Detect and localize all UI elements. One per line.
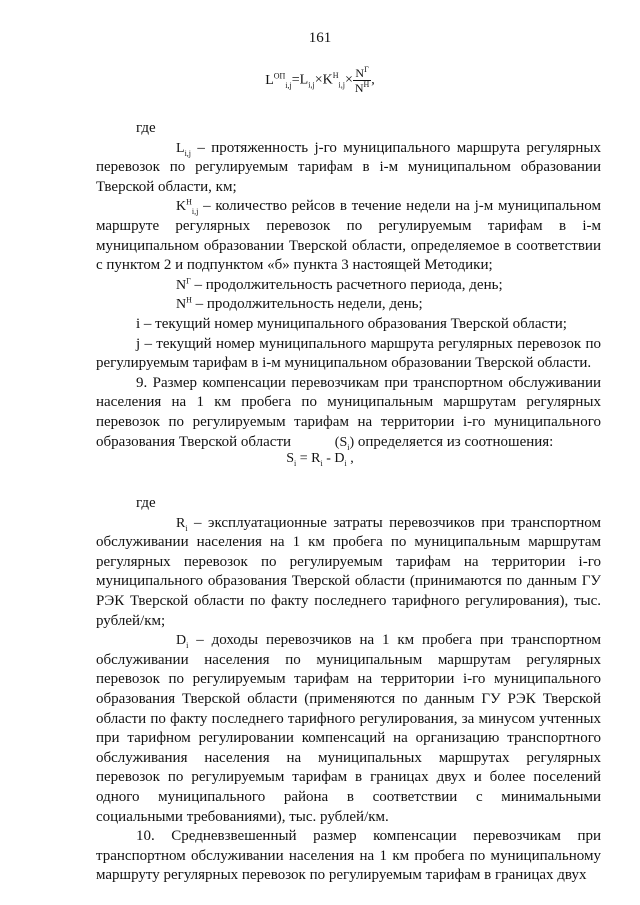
where-label: где — [136, 120, 156, 136]
definition-K: $K^Н_{i,j}$ – количество рейсов в течение недели на j-м муниципальном маршруте регулярных перевозок по регулируемым тарифам в i-м муниципальном образовании Тверской области, определяемое в соответствии с пунктом 2 и подпунктом «б» пункта 3 настоящей Методики; — [96, 197, 601, 274]
definition-NN: $N^Н$ – продолжительность недели, день; — [176, 295, 423, 313]
formula-si: $S_i = R_i - D_i$ , — [286, 451, 354, 468]
item-9: 9. Размер компенсации перевозчикам при транспортном обслуживании населения на 1 км пробега по муниципальным маршрутам регулярных перевозок по регулируемым тарифам на территории i-го муниципального образования Тверской области $(S_i)$ определяется из соотношения: — [96, 374, 601, 452]
definition-L: $L_{i,j}$ – протяженность j-го муниципального маршрута регулярных перевозок по регулируемым тарифам в i-м муниципальном образовании Тверской области, км; — [96, 139, 601, 195]
document-body — [96, 119, 601, 886]
page-number: 161 — [308, 30, 332, 46]
where-label-2: где — [136, 495, 156, 512]
definition-D: $D_i$ – доходы перевозчиков на 1 км пробега при транспортном обслуживании населения по муниципальным маршрутам регулярных перевозок по регулируемым тарифам на территории i-го муниципального образования Тверской области (применяются по данным ГУ РЭК Тверской области по факту последнего тарифного регулирования, за минусом учтенных при тарифном регулировании компенсаций на организацию транспортного обслуживания населения на муниципальных маршрутах регулярных перевозок по регулируемым тарифам в границах двух и более поселений одного муниципального района в соответствии с минимальными социальными требованиями), тыс. рублей/км. — [96, 632, 601, 825]
item-10: 10. Средневзвешенный размер компенсации перевозчикам при транспортном обслуживании населения на 1 км пробега по муниципальному маршруту регулярных перевозок по регулируемым тарифам в границах двух — [96, 828, 601, 884]
formula-compensation-distance: $L^{ОП}_{i,j}=L_{i,j}\times K^Н_{i,j}\times$ $\frac{N^Г}{N^Н}$ , — [265, 65, 375, 95]
definition-i: i – текущий номер муниципального образования Тверской области; — [136, 315, 567, 332]
definition-j: j – текущий номер муниципального маршрута регулярных перевозок по регулируемым тарифам в i-м муниципальном образовании Тверской области. — [96, 335, 601, 372]
definition-R: $R_i$ – эксплуатационные затраты перевозчиков при транспортном обслуживании населения на 1 км пробега по муниципальным маршрутам регулярных перевозок по регулируемым тарифам на территории i-го муниципального образования Тверской области (принимаются по данным ГУ РЭК Тверской области по факту последнего тарифного регулирования), тыс. рублей/км; — [96, 514, 601, 629]
formula-lhs: $L^{ОП}_{i,j}$ — [265, 71, 292, 90]
definition-NG: $N^Г$ – продолжительность расчетного периода, день; — [176, 276, 503, 293]
formula-fraction: $\frac{N^Г}{N^Н}$ — [354, 65, 370, 95]
